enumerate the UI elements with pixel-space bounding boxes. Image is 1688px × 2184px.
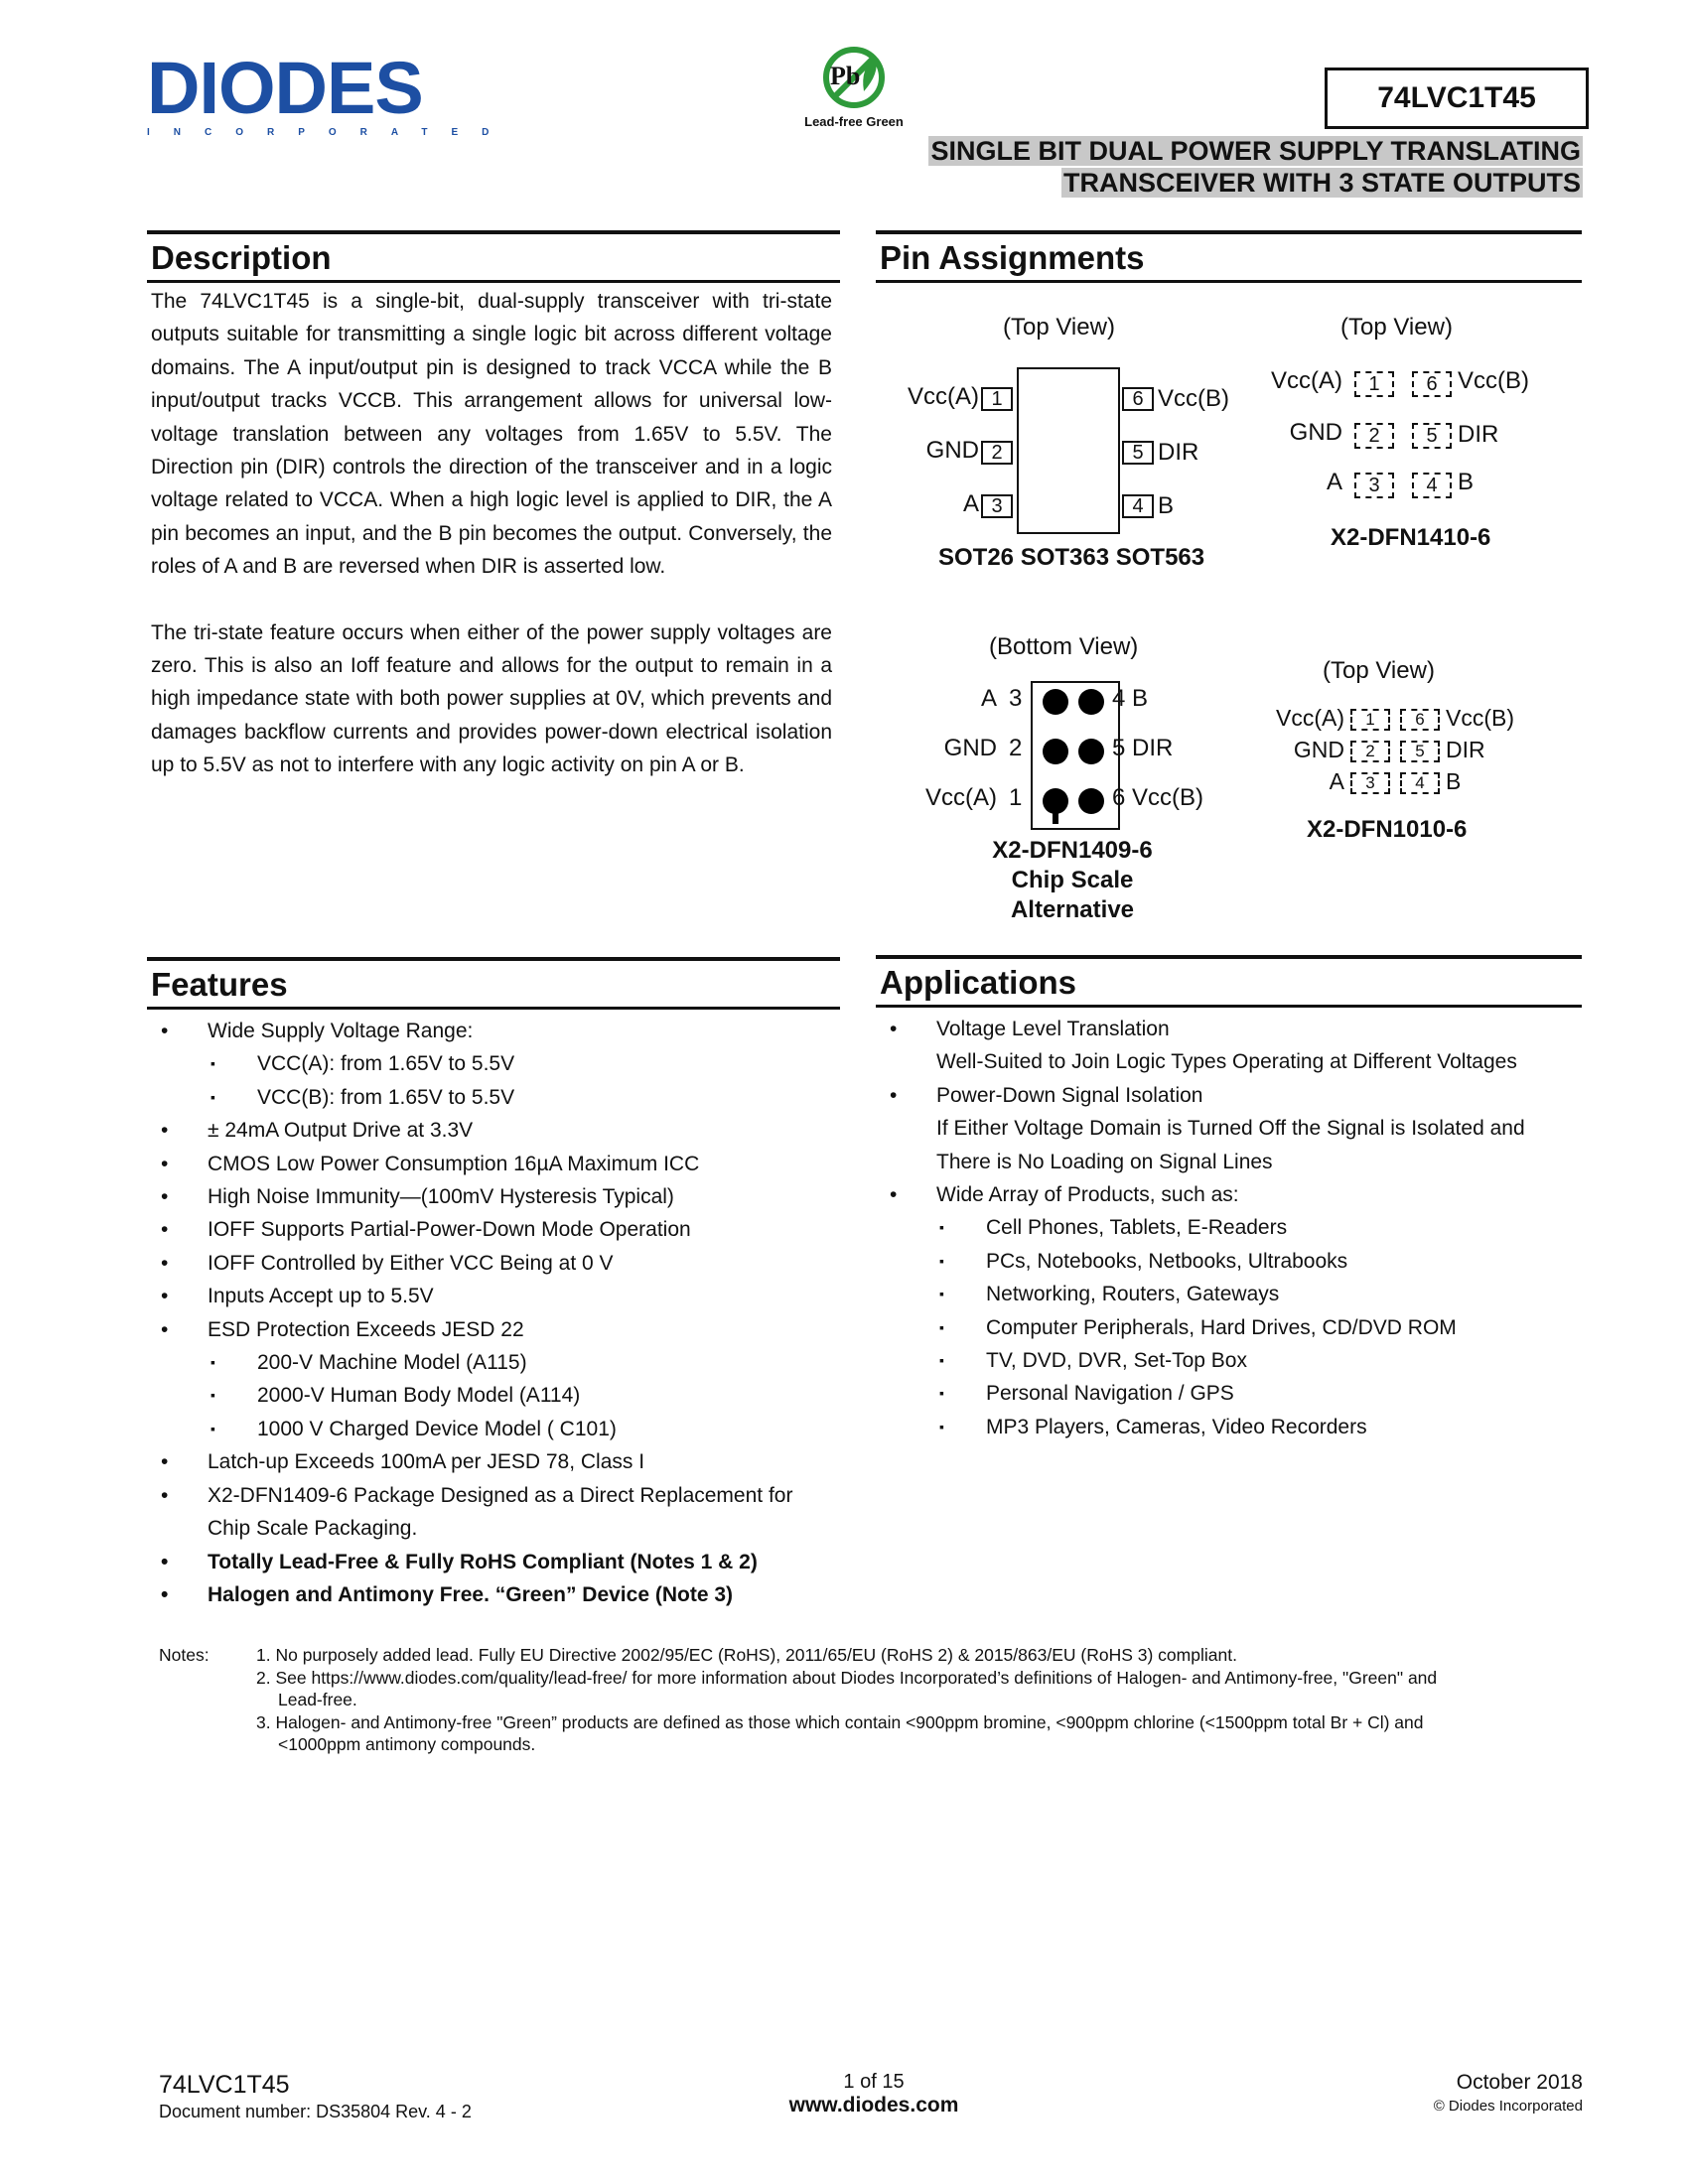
pkg3-pin6-label: Vcc(B) — [1132, 784, 1203, 811]
footer-page-number: 1 of 15 — [843, 2071, 905, 2093]
part-number: 74LVC1T45 — [1377, 81, 1536, 114]
applications-heading-text: Applications — [880, 964, 1077, 1001]
pkg3-ball-1 — [1043, 788, 1068, 814]
pkg3-ball-3 — [1043, 689, 1068, 715]
pkg4-pin3-label: A — [1329, 768, 1344, 794]
pkg2-diagram — [1261, 363, 1579, 502]
pkg4-pin6-num: 6 — [1400, 709, 1440, 731]
pkg4-pin6-label: Vcc(B) — [1446, 705, 1514, 731]
pkg3-pin1-marker — [1053, 812, 1058, 824]
feature-subitem: ▪ 1000 V Charged Device Model ( C101) — [151, 1413, 836, 1445]
pkg3-ball-4 — [1078, 689, 1104, 715]
pkg3-pin1-label: Vcc(A) — [925, 784, 997, 811]
application-item: • Power-Down Signal Isolation — [880, 1079, 1575, 1112]
pkg1-pin5-label: DIR — [1158, 439, 1199, 466]
pkg3-view-label: (Bottom View) — [989, 633, 1139, 660]
feature-item: • Wide Supply Voltage Range: — [151, 1015, 836, 1047]
application-item: • Voltage Level Translation — [880, 1013, 1575, 1045]
description-heading — [147, 230, 840, 283]
pkg1-pin1-label: Vcc(A) — [908, 383, 979, 410]
feature-item: • Halogen and Antimony Free. “Green” Device (Note 3) — [151, 1578, 836, 1611]
pkg3-pin1-num: 1 — [1009, 784, 1023, 811]
pkg2-pin6-label: Vcc(B) — [1458, 367, 1529, 394]
pkg1-body — [1017, 367, 1120, 534]
application-subitem: ▪ Networking, Routers, Gateways — [880, 1278, 1575, 1310]
feature-item: • ± 24mA Output Drive at 3.3V — [151, 1114, 836, 1147]
pkg1-diagram — [894, 365, 1251, 534]
applications-heading — [876, 955, 1582, 1008]
pkg4-pin2-num: 2 — [1350, 741, 1390, 762]
pkg1-pin3-label: A — [962, 490, 979, 517]
pkg3-pin3-num: 3 — [1009, 685, 1023, 712]
pkg2-pin4-num: 4 — [1412, 473, 1452, 498]
pkg2-pin5-num: 5 — [1412, 423, 1452, 449]
notes-list — [256, 1644, 1577, 1756]
pkg4-diagram — [1241, 701, 1579, 800]
pkg3-name — [973, 836, 1172, 925]
note-2-continuation: Lead-free. — [278, 1690, 357, 1709]
document-subtitle — [788, 135, 1583, 199]
pkg1-pin6-label: Vcc(B) — [1158, 385, 1229, 412]
pkg3-ball-2 — [1043, 739, 1068, 764]
pkg4-pin5-label: DIR — [1446, 737, 1485, 762]
pb-badge-text: Pb — [830, 62, 861, 90]
application-item-detail: There is No Loading on Signal Lines — [936, 1150, 1273, 1173]
part-number-box — [1325, 68, 1589, 129]
description-paragraph-1: The 74LVC1T45 is a single-bit, dual-supply transceiver with tri-state outputs suitable for transmitting a single logic bit across different voltage domains. The A input/output pin is designed to track VCCA while the B input/output tracks VCCB. This arrangement allows for universal low-voltage translation between any voltages from 1.65V to 5.5V. The Direction pin (DIR) controls the direction of the transceiver and in a logic voltage related to VCCA. When a high logic level is applied to DIR, the A pin becomes an input, and the B pin becomes the output. Conversely, the roles of A and B are reversed when DIR is asserted low. — [151, 290, 832, 579]
application-subitem: ▪ MP3 Players, Cameras, Video Recorders — [880, 1411, 1575, 1443]
feature-item: • High Noise Immunity—(100mV Hysteresis Typical) — [151, 1180, 836, 1213]
feature-item: • CMOS Low Power Consumption 16µA Maximum ICC — [151, 1148, 836, 1180]
application-item-detail: Well-Suited to Join Logic Types Operating at Different Voltages — [936, 1050, 1517, 1074]
note-1: 1. No purposely added lead. Fully EU Directive 2002/95/EC (RoHS), 2011/65/EU (RoHS 2) & 2015/863/EU (RoHS 3) compliant. — [256, 1645, 1237, 1665]
pkg2-name: X2-DFN1410-6 — [1331, 524, 1491, 551]
pkg3-diagram — [894, 677, 1251, 826]
pkg2-pin1-label: Vcc(A) — [1271, 367, 1342, 394]
features-heading-text: Features — [151, 966, 288, 1003]
features-list — [151, 1015, 836, 1611]
pkg3-name-line1: X2-DFN1409-6 — [992, 837, 1153, 864]
footer-copyright: © Diodes Incorporated — [1433, 2098, 1583, 2115]
pkg3-pin2-num: 2 — [1009, 735, 1023, 761]
pkg3-name-line3: Alternative — [1010, 896, 1135, 923]
feature-subitem: ▪ 200-V Machine Model (A115) — [151, 1346, 836, 1379]
logo-subtext: INCORPORATED — [147, 127, 513, 138]
footer-center — [695, 2071, 1053, 2117]
pkg1-view-label: (Top View) — [1003, 314, 1115, 341]
pkg3-pin4-num: 4 — [1112, 685, 1126, 712]
feature-item: • Totally Lead-Free & Fully RoHS Compliant (Notes 1 & 2) — [151, 1546, 836, 1578]
pkg3-name-line2: Chip Scale — [1011, 867, 1134, 893]
pkg3-pin5-label: DIR — [1132, 735, 1174, 761]
application-subitem: ▪ PCs, Notebooks, Netbooks, Ultrabooks — [880, 1245, 1575, 1278]
application-item: • Wide Array of Products, such as: — [880, 1178, 1575, 1211]
pkg4-pin2-label: GND — [1293, 737, 1344, 762]
pkg3-pin2-label: GND — [943, 735, 997, 761]
pkg2-pin2-label: GND — [1289, 419, 1342, 446]
feature-item: • X2-DFN1409-6 Package Designed as a Direct Replacement for — [151, 1479, 836, 1512]
pkg3-pin4-label: B — [1132, 685, 1149, 712]
pkg2-pin4-label: B — [1458, 469, 1475, 495]
lead-free-badge — [794, 44, 914, 129]
footer-document-number: Document number: DS35804 Rev. 4 - 2 — [159, 2102, 472, 2121]
pkg3-pin3-label: A — [980, 685, 997, 712]
features-heading — [147, 957, 840, 1010]
pkg3-ball-5 — [1078, 739, 1104, 764]
pkg2-pin5-label: DIR — [1458, 421, 1499, 448]
pkg1-pin2-num: 2 — [981, 441, 1013, 465]
application-subitem: ▪ Cell Phones, Tablets, E-Readers — [880, 1211, 1575, 1244]
feature-item: • Latch-up Exceeds 100mA per JESD 78, Class I — [151, 1445, 836, 1478]
pkg4-pin1-label: Vcc(A) — [1276, 705, 1344, 731]
feature-subitem: ▪ VCC(A): from 1.65V to 5.5V — [151, 1047, 836, 1080]
feature-item: • Inputs Accept up to 5.5V — [151, 1280, 836, 1312]
subtitle-line1: SINGLE BIT DUAL POWER SUPPLY TRANSLATING — [930, 136, 1581, 166]
pkg3-pin5-num: 5 — [1112, 735, 1126, 761]
footer-website-link[interactable]: www.diodes.com — [788, 2094, 959, 2116]
lead-free-label: Lead-free Green — [804, 114, 904, 129]
pkg3-ball-6 — [1078, 788, 1104, 814]
pkg2-pin2-num: 2 — [1354, 423, 1394, 449]
feature-subitem: ▪ VCC(B): from 1.65V to 5.5V — [151, 1081, 836, 1114]
pkg4-pin3-num: 3 — [1350, 772, 1390, 794]
pkg4-pin1-num: 1 — [1350, 709, 1390, 731]
pkg1-pin1-num: 1 — [981, 387, 1013, 411]
pin-assignments-heading — [876, 230, 1582, 283]
note-3: 3. Halogen- and Antimony-free "Green” products are defined as those which contain <900ppm bromine, <900ppm chlorine (<1500ppm total Br + Cl) and — [256, 1711, 1424, 1732]
description-heading-text: Description — [151, 239, 332, 276]
application-subitem: ▪ TV, DVD, DVR, Set-Top Box — [880, 1344, 1575, 1377]
footer-left — [159, 2071, 472, 2122]
pkg1-pin3-num: 3 — [981, 494, 1013, 518]
footer-right — [1434, 2071, 1583, 2115]
description-paragraph-2: The tri-state feature occurs when either of the power supply voltages are zero. This is also an Ioff feature and allows for the output to remain in a high impedance state with both power supplies at 0V, which prevents and damages backflow currents and provides power-down electrical isolation up to 5.5V as not to interfere with any logic activity on pin A or B. — [151, 620, 832, 777]
footer-date: October 2018 — [1456, 2071, 1583, 2094]
feature-item: • IOFF Controlled by Either VCC Being at 0 V — [151, 1247, 836, 1280]
feature-item-continuation: Chip Scale Packaging. — [208, 1517, 418, 1541]
note-2: 2. See https://www.diodes.com/quality/lead-free/ for more information about Diodes Incorporated’s definitions of Halogen- and Antimony-free, "Green" and — [256, 1667, 1438, 1688]
footer-part-number: 74LVC1T45 — [159, 2071, 290, 2099]
logo-text: DIODES — [147, 47, 423, 129]
pkg2-pin3-label: A — [1326, 469, 1342, 495]
pkg1-name: SOT26 SOT363 SOT563 — [938, 544, 1205, 571]
feature-subitem: ▪ 2000-V Human Body Model (A114) — [151, 1379, 836, 1412]
pkg1-pin2-label: GND — [925, 437, 979, 464]
subtitle-line2: TRANSCEIVER WITH 3 STATE OUTPUTS — [1062, 168, 1581, 198]
pkg2-view-label: (Top View) — [1340, 314, 1453, 341]
pkg4-view-label: (Top View) — [1323, 657, 1435, 684]
pkg4-pin4-label: B — [1446, 768, 1462, 794]
feature-item: • IOFF Supports Partial-Power-Down Mode Operation — [151, 1213, 836, 1246]
pkg2-pin6-num: 6 — [1412, 371, 1452, 397]
pkg1-pin4-num: 4 — [1122, 494, 1154, 518]
application-subitem: ▪ Personal Navigation / GPS — [880, 1377, 1575, 1410]
notes-label: Notes: — [159, 1645, 210, 1665]
pkg4-pin4-num: 4 — [1400, 772, 1440, 794]
pkg1-pin5-num: 5 — [1122, 441, 1154, 465]
pkg3-pin6-num: 6 — [1112, 784, 1126, 811]
pkg4-pin5-num: 5 — [1400, 741, 1440, 762]
feature-item: • ESD Protection Exceeds JESD 22 — [151, 1313, 836, 1346]
application-item-detail: If Either Voltage Domain is Turned Off the Signal is Isolated and — [936, 1117, 1525, 1141]
pkg2-pin1-num: 1 — [1354, 371, 1394, 397]
note-3-continuation: <1000ppm antimony compounds. — [278, 1734, 536, 1754]
company-logo — [147, 47, 513, 138]
pkg1-pin4-label: B — [1158, 492, 1175, 519]
pkg4-name: X2-DFN1010-6 — [1307, 816, 1468, 843]
applications-list — [880, 1013, 1575, 1443]
pin-assignments-heading-text: Pin Assignments — [880, 239, 1145, 276]
pkg2-pin3-num: 3 — [1354, 473, 1394, 498]
description-body — [151, 285, 832, 815]
application-subitem: ▪ Computer Peripherals, Hard Drives, CD/DVD ROM — [880, 1311, 1575, 1344]
pkg1-pin6-num: 6 — [1122, 387, 1154, 411]
